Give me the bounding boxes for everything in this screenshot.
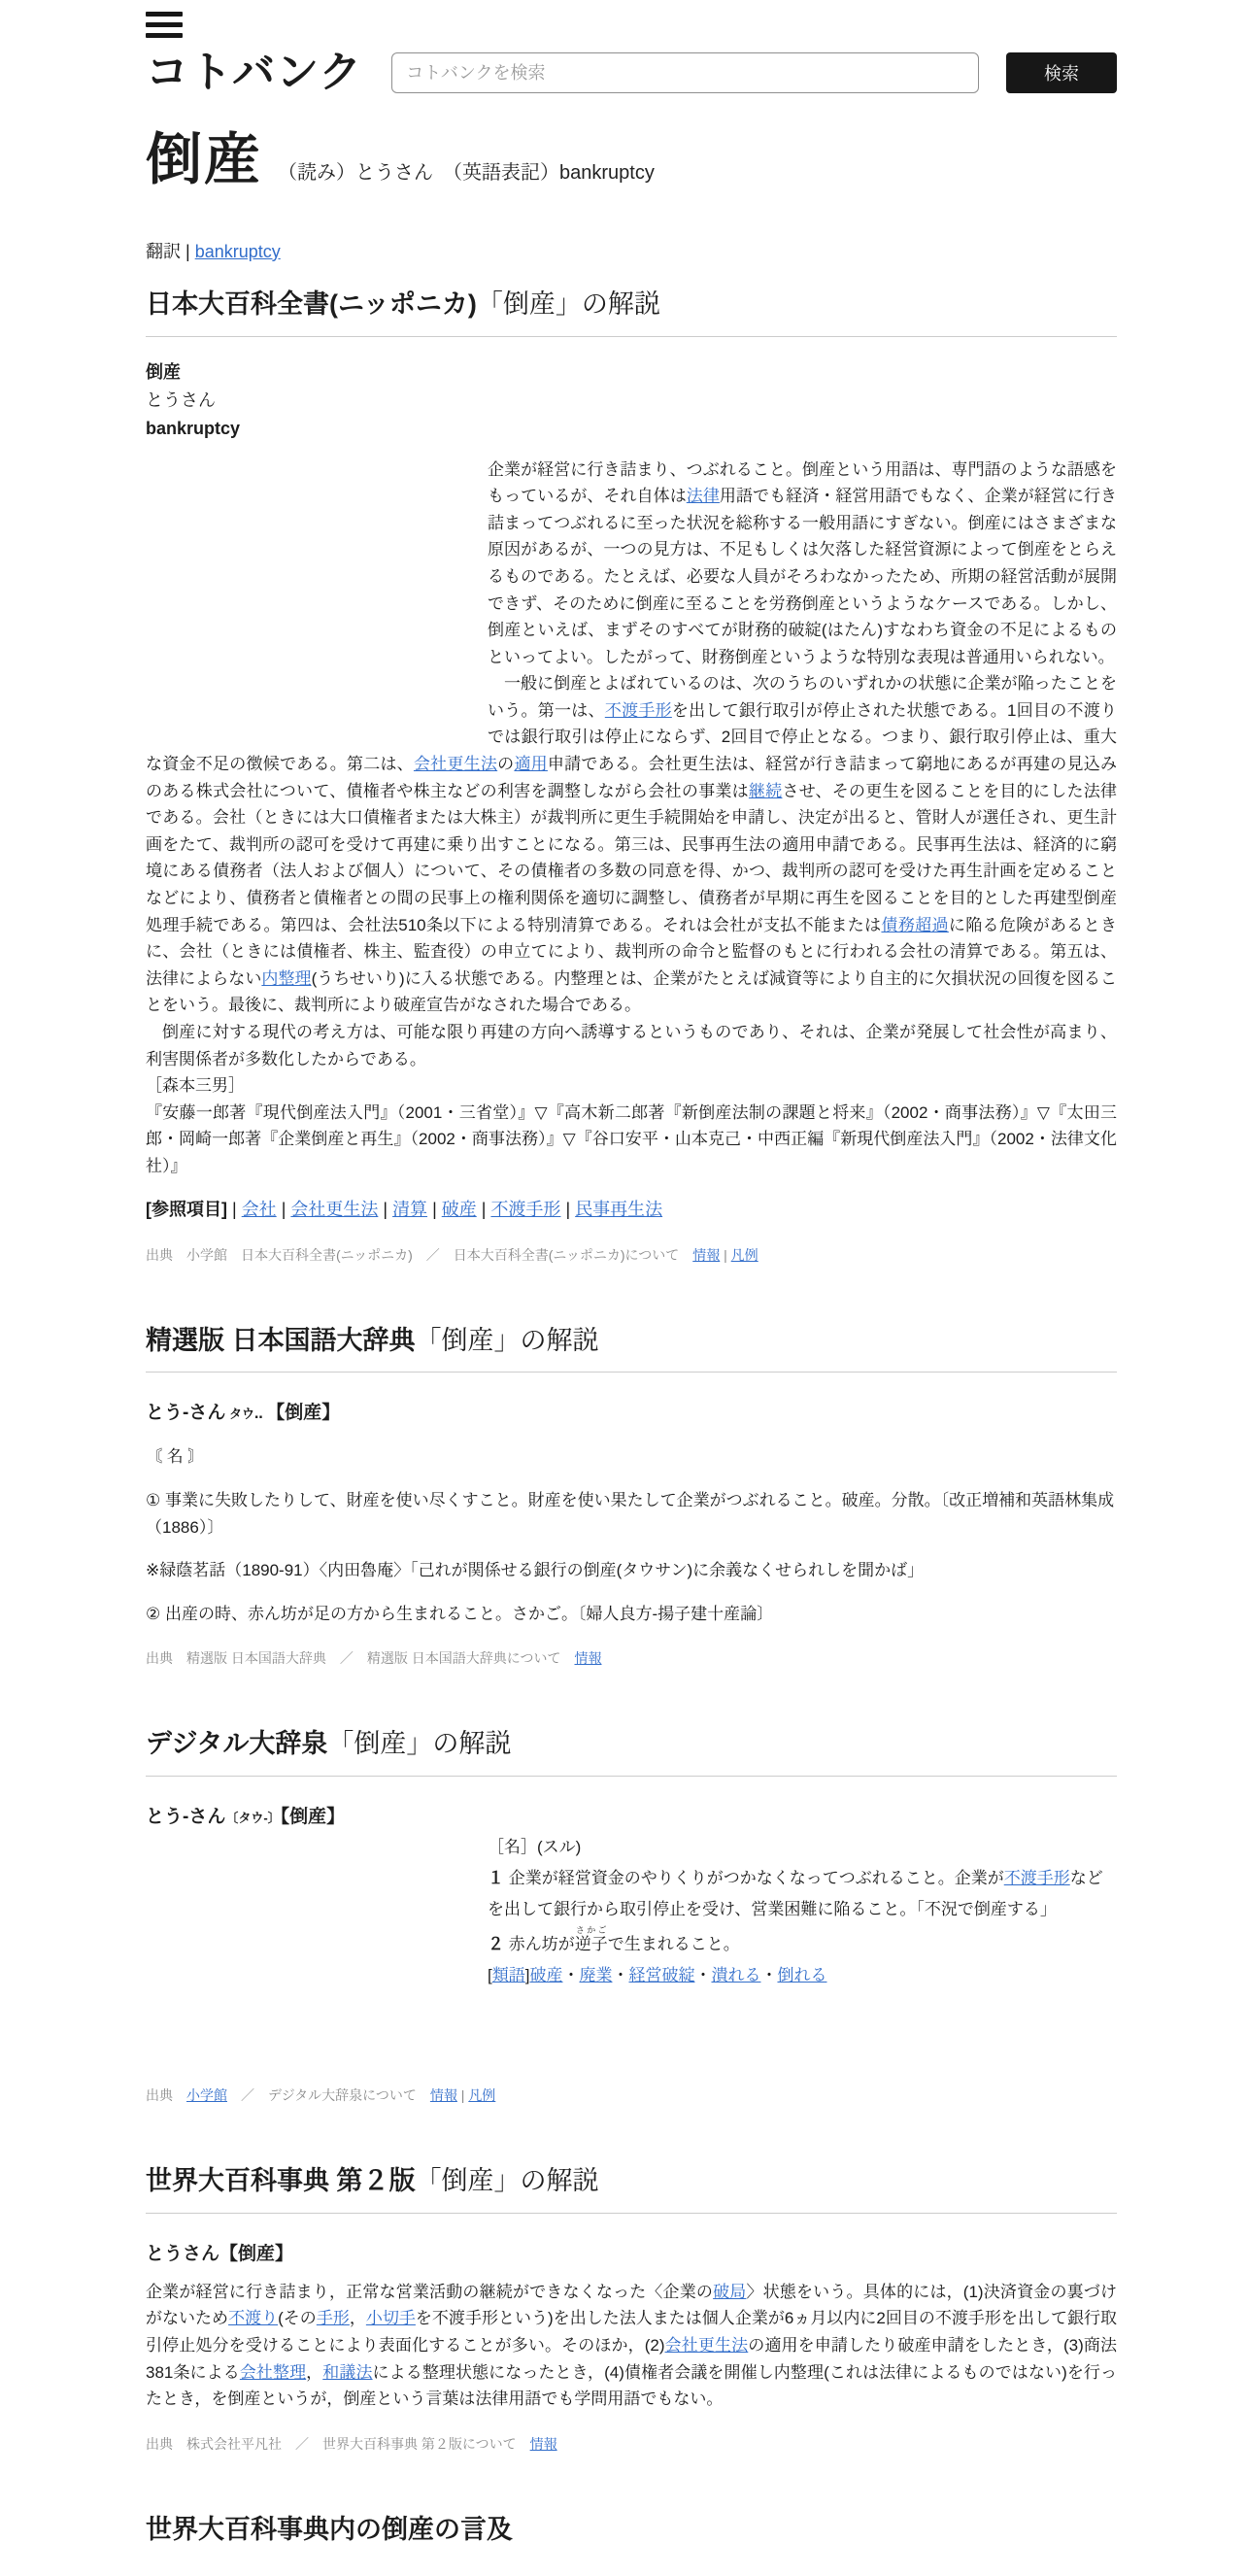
inline-link[interactable]: 継続 <box>748 781 783 800</box>
text-run: の適用を申請したり破産申請をしたとき，(3)商法381条による <box>146 2335 1117 2382</box>
text-run: [参照項目] <box>146 1199 227 1219</box>
text-run: とう-さん <box>146 1403 226 1424</box>
text-run: 申請である。会社更生法は、経営が行き詰まって窮地にあるが再建の見込みのある株式会社について、債権者や株主などの利害を調整しながら会社の事業は <box>146 755 1118 800</box>
text-run: 【倒産】 <box>266 1403 341 1424</box>
inline-link[interactable]: 類語 <box>491 1966 525 1985</box>
text-run: 【倒産】 <box>280 1807 346 1828</box>
inline-link[interactable]: 内整理 <box>261 968 312 988</box>
page-title: 倒産 <box>146 128 263 191</box>
reference-links <box>146 1196 1117 1224</box>
text-run: 世界大百科事典 <box>146 2514 329 2544</box>
term-reading: とうさん <box>146 390 216 410</box>
text-run: ] <box>524 1966 530 1985</box>
text-run: 出典 精選版 日本国語大辞典 ／ 精選版 日本国語大辞典について <box>146 1650 575 1667</box>
text-run: | <box>427 1199 442 1219</box>
definition-paragraph <box>146 2279 1117 2413</box>
inline-link[interactable]: 凡例 <box>730 1246 758 1263</box>
text-run: などを出して銀行から取引停止を受け、営業困難に陥ること。「不況で倒産する」 <box>488 1869 1103 1919</box>
text-run: １ <box>488 1869 509 1888</box>
text-run: させ、その更生を図ることを目的にした法律である。会社（ときには大口債権者または大株主）が裁判所に更生手続開始を申請し、決定が出ると、管財人が選任され、更生計画をたて、裁判所の認可を受けて再建に乗り出すことになる。第三は、民事再生法の適用申請である。民事再生法は、経済的に窮境にある債務者（法人および個人）について、その債権者の多数の同意を得、かつ、裁判所の認可を受けた再生計画を定めることなどにより、債務者と債権者との間の民事上の権利関係を適切に調整し、債務者が早期に再生を図ることを目的とした再建型倒産処理手続である。第四は、会社法510条以下による特別清算である。それは会社が支払不能または <box>146 781 1118 934</box>
daijisen-body <box>146 1828 1117 1991</box>
inline-link[interactable]: 倒れる <box>777 1966 827 1985</box>
ad-placeholder <box>146 457 488 729</box>
definition-paragraph: 倒産に対する現代の考え方は、可能な限り再建の方向へ誘導するというものであり、それは、企業が発展して社会性が高まり、利害関係者が多数化したからである。 <box>146 1023 1117 1068</box>
text-run: [ <box>488 1966 492 1985</box>
text-run: による整理状態になったとき，(4)債権者会議を開催し内整理(これは法律によるものではない)を行ったとき，を倒産というが，倒産という言葉は法律用語でも学問用語でもない。 <box>146 2362 1118 2409</box>
section-heading-mentions <box>146 2514 1117 2547</box>
inline-link[interactable]: 不渡手形 <box>604 700 672 720</box>
text-run: | <box>181 241 195 261</box>
text-run: タウ‥ <box>225 1407 267 1422</box>
text-run: を出して銀行取引が停止された状態である。1回目の不渡りでは銀行取引は停止にならず、2回目で停止となる。つまり、銀行取引停止は、重大な資金不足の徴候である。第二は、 <box>146 700 1117 774</box>
inline-link[interactable]: 会社更生法 <box>413 755 498 774</box>
inline-link[interactable]: 不渡手形 <box>1003 1869 1070 1888</box>
inline-link[interactable]: 会社更生法 <box>664 2335 749 2355</box>
text-run: 出典 <box>146 2087 186 2104</box>
inline-link[interactable]: 潰れる <box>711 1966 761 1985</box>
sekai-body <box>146 2279 1117 2413</box>
entry-title-row <box>146 129 1117 191</box>
inline-link[interactable]: 会社整理 <box>239 2362 307 2382</box>
text-run: ・ <box>562 1966 580 1985</box>
section-heading-daijisen: デジタル大辞泉「倒産」の解説 <box>146 1729 512 1759</box>
text-run: ， <box>349 2309 366 2328</box>
inline-link[interactable]: 手形 <box>316 2309 350 2328</box>
source-line-daijisen <box>146 2085 1117 2105</box>
entry-subtitle: （読み）とうさん （英語表記）bankruptcy <box>278 162 655 184</box>
inline-link[interactable]: 会社 <box>241 1199 277 1219</box>
bibliography: 『安藤一郎著『現代倒産法入門』（2001・三省堂）』▽『高木新二郎著『新倒産法制の課題と将来』（2002・商事法務）』▽『太田三郎・岡崎一郎著『企業倒産と再生』（2002・商事法務）』▽『谷口安平・山本克己・中西正編『新現代倒産法入門』（2002・法律文化社）』 <box>146 1102 1117 1175</box>
text-run: 〔タウ-〕 <box>225 1811 281 1826</box>
ad-placeholder <box>146 1828 488 2085</box>
ruby-annotated-word: 逆子さかご <box>574 1925 608 1954</box>
text-run: を不渡手形という)を出した法人または個人企業が6ヵ月以内に2回目の不渡手形を出して銀行取引停止処分を受けることにより表面化することが多い。そのほか，(2) <box>146 2309 1118 2355</box>
inline-link[interactable]: 和議法 <box>322 2362 373 2382</box>
text-run: | <box>560 1199 576 1219</box>
text-run: 出典 小学館 日本大百科全書(ニッポニカ) ／ 日本大百科全書(ニッポニカ)について <box>146 1246 693 1263</box>
text-run: (うちせいり)に入る状態である。内整理とは、企業がたとえば減資等により自主的に欠損状況の回復を図ることをいう。最後に、裁判所により破産宣告がなされた場合である。 <box>146 968 1118 1015</box>
inline-link[interactable]: 民事再生法 <box>575 1199 663 1219</box>
search-button[interactable]: 検索 <box>1006 52 1117 93</box>
term-block-sekai: とうさん【倒産】 <box>146 2243 294 2264</box>
inline-link[interactable]: 情報 <box>574 1650 602 1667</box>
text-run: 倒産 <box>382 2514 434 2544</box>
text-run: の <box>497 755 515 774</box>
site-header <box>146 51 1117 94</box>
section-heading-seisen: 精選版 日本国語大辞典「倒産」の解説 <box>146 1325 599 1355</box>
inline-link[interactable]: 不渡手形 <box>490 1199 561 1219</box>
text-run: | <box>456 2087 469 2104</box>
term-kanji: 倒産 <box>146 361 181 382</box>
section-heading-sekai: 世界大百科事典 第２版「倒産」の解説 <box>146 2166 599 2196</box>
text-run: の言及 <box>434 2514 513 2544</box>
text-run: ／ デジタル大辞泉について <box>227 2087 430 2104</box>
inline-link[interactable]: 破産 <box>441 1199 477 1219</box>
text-run: ・ <box>694 1966 712 1985</box>
text-run: 赤ん坊が <box>508 1935 575 1954</box>
text-run: 出典 株式会社平凡社 ／ 世界大百科事典 第２版について <box>146 2435 530 2452</box>
text-run: (その <box>278 2309 317 2328</box>
term-english: bankruptcy <box>146 418 241 438</box>
usage-quote: ※緑蔭茗話（1890-91）〈内田魯庵〉「己れが関係せる銀行の倒産(タウサン)に余義なくせられしを聞かば」 <box>146 1561 925 1580</box>
author-credit: ［森本三男］ <box>146 1076 245 1096</box>
text-run: に陥る危険があるときに、会社（ときには債権者、株主、監査役）の申立てにより、裁判所の命令と監督のもとに行われる会社の清算である。第五は、法律によらない <box>146 915 1117 988</box>
inline-link[interactable]: 債務超過 <box>881 915 949 934</box>
part-of-speech: ［名］(スル) <box>488 1838 582 1857</box>
term-block-seisen <box>146 1398 1117 1424</box>
text-run: 企業が経営に行き詰まり、つぶれること。倒産という用語は、専門語のような語感をもっているが、それ自体は <box>488 459 1117 506</box>
text-run: 用語でも経済・経営用語でもなく、企業が経営に行き詰まってつぶれるに至った状況を総称する一般用語にすぎない。倒産にはさまざまな原因があるが、一つの見方は、不足もしくは欠落した経営資源によって倒産をとらえるものである。たとえば、必要な人員がそろわなかったため、所期の経営活動が展開できず、そのために倒産に至ることを労務倒産というようなケースである。しかし、倒産といえば、まずそのすべてが財務的破綻(はたん)すなわち資金の不足によるものといってよい。したがって、財務倒産というような特別な表現は普通用いられない。 <box>488 487 1118 666</box>
text-run: | <box>720 1246 731 1263</box>
text-run: 翻訳 <box>146 241 181 261</box>
text-run: 一般に倒産とよばれているのは、次のうちのいずれかの状態に企業が陥ったことをいう。第一は、 <box>488 674 1117 720</box>
inline-link[interactable]: 破産 <box>529 1966 563 1985</box>
inline-link[interactable]: 廃業 <box>579 1966 613 1985</box>
divider <box>146 1776 1117 1777</box>
site-logo[interactable]: コトバンク <box>146 49 363 96</box>
term-block-nipponica <box>146 358 1117 443</box>
inline-link[interactable]: 凡例 <box>468 2087 496 2104</box>
text-run: とう-さん <box>146 1807 226 1828</box>
inline-link[interactable]: 会社更生法 <box>290 1199 379 1219</box>
text-run: 企業が経営に行き詰まり，正常な営業活動の継続ができなくなった〈企業の <box>146 2282 714 2301</box>
search-input[interactable] <box>391 52 979 93</box>
inline-link[interactable]: 不渡り <box>228 2309 279 2328</box>
inline-link[interactable]: 破局 <box>713 2282 747 2301</box>
divider <box>146 2213 1117 2214</box>
inline-link[interactable]: 適用 <box>514 755 548 774</box>
inline-link[interactable]: 情報 <box>692 1246 721 1263</box>
text-run: | <box>476 1199 491 1219</box>
text-run: で生まれること。 <box>607 1935 740 1954</box>
text-run: ・ <box>612 1966 629 1985</box>
inline-link[interactable]: 清算 <box>392 1199 428 1219</box>
text-run: | <box>378 1199 393 1219</box>
definition-1: ① 事業に失敗したりして、財産を使い尽くすこと。財産を使い果たして企業がつぶれること。破産。分散。〔改正増補和英語林集成（1886）〕 <box>146 1490 1115 1537</box>
divider <box>146 336 1117 337</box>
source-line-seisen <box>146 1648 1117 1668</box>
text-run: 企業が経営資金のやりくりがつかなくなってつぶれること。企業が <box>508 1869 1004 1888</box>
text-run: 〉状態をいう。具体的には，(1)決済資金の裏づけがないため <box>146 2282 1118 2328</box>
text-run: ・ <box>760 1966 778 1985</box>
inline-link[interactable]: bankruptcy <box>194 241 281 261</box>
inline-link[interactable]: 小学館 <box>186 2087 227 2104</box>
text-run: | <box>276 1199 291 1219</box>
inline-link[interactable]: 経営破綻 <box>628 1966 695 1985</box>
inline-link[interactable]: 小切手 <box>365 2309 416 2328</box>
divider <box>146 1372 1117 1373</box>
term-block-daijisen <box>146 1802 1117 1828</box>
part-of-speech: 〘 名 〙 <box>146 1447 205 1467</box>
menu-icon[interactable] <box>146 12 183 38</box>
source-line-nipponica <box>146 1245 1117 1265</box>
inline-link[interactable]: 法律 <box>686 487 720 506</box>
text-run: ２ <box>488 1935 509 1954</box>
nipponica-body <box>146 457 1117 1180</box>
inline-link[interactable]: 情報 <box>529 2435 557 2452</box>
text-run: ， <box>306 2362 323 2382</box>
text-run: 内の <box>329 2514 382 2544</box>
section-heading-nipponica: 日本大百科全書(ニッポニカ)「倒産」の解説 <box>146 288 660 319</box>
inline-link[interactable]: 情報 <box>429 2087 457 2104</box>
source-line-sekai <box>146 2434 1117 2454</box>
text-run: | <box>227 1199 242 1219</box>
translation-line <box>146 238 1117 263</box>
definition-2: ② 出産の時、赤ん坊が足の方から生まれること。さかご。〔婦人良方-揚子建十産論〕 <box>146 1604 774 1623</box>
